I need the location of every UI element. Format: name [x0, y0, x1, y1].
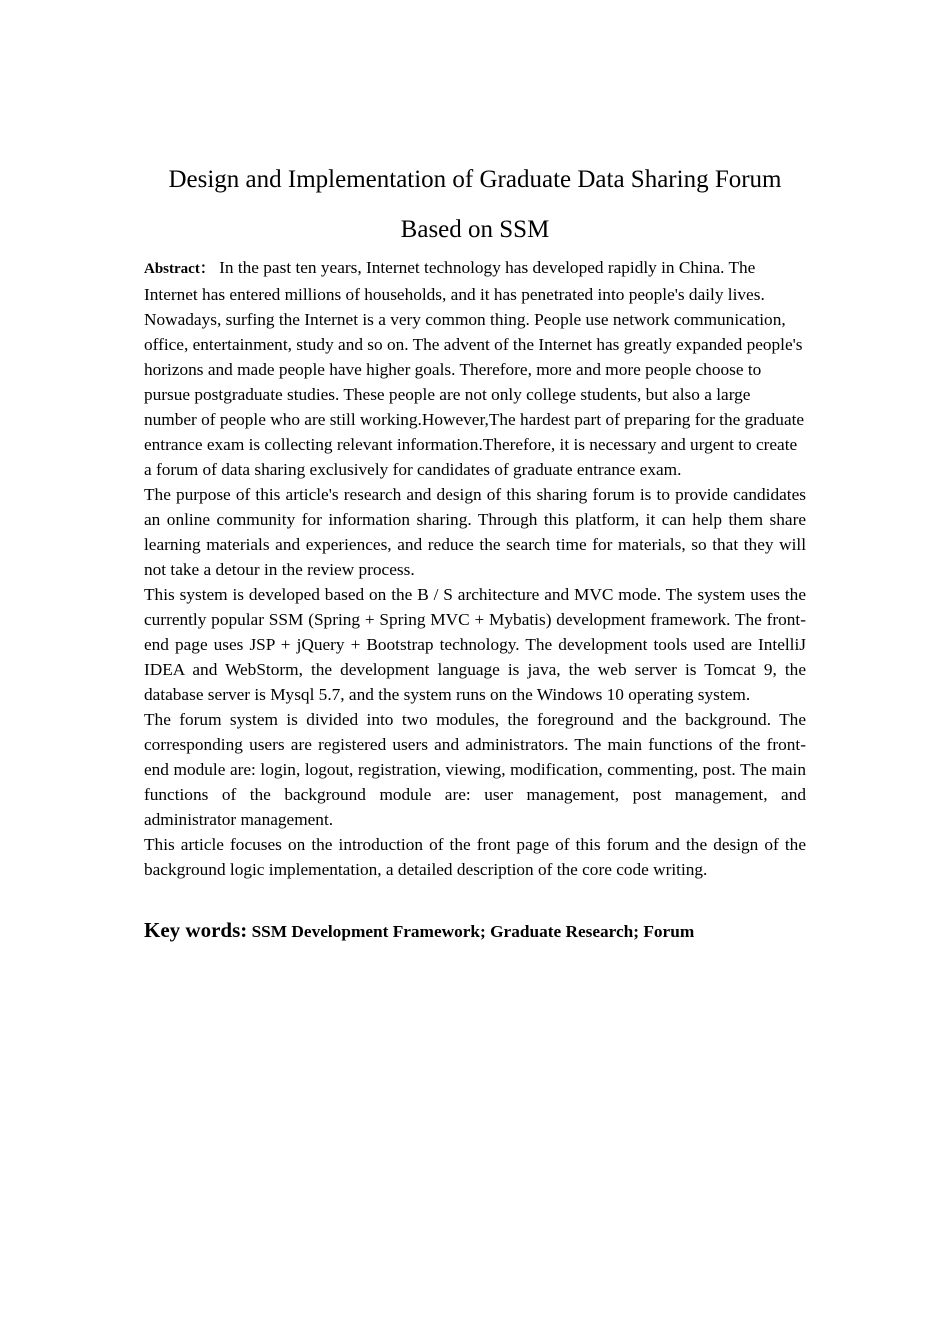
- keywords-label: Key words:: [144, 918, 248, 942]
- abstract-paragraph-5: This article focuses on the introduction of the front page of this forum and the design of the background logic implementation, a detailed description of the core code writing.: [144, 835, 806, 879]
- title-line-1: Design and Implementation of Graduate Data Sharing Forum: [168, 166, 782, 193]
- abstract-paragraph-1: [144, 255, 806, 482]
- document-title: [114, 155, 836, 255]
- abstract-paragraph-3: This system is developed based on the B / S architecture and MVC mode. The system uses the currently popular SSM (Spring + Spring MVC + Mybatis) development framework. The front-end page uses JSP + jQuery + Bootstrap technology. The development tools used are IntelliJ IDEA and WebStorm, the development language is java, the web server is Tomcat 9, the database server is Mysql 5.7, and the system runs on the Windows 10 operating system.: [144, 585, 806, 704]
- abstract-intro: In the past ten years, Internet technology has developed rapidly in China. The Internet has entered millions of households, and it has penetrated into people's daily lives. Nowadays, surfing the Internet is a very common thing. People use network communication, office, entertainment, study and so on. The advent of the Internet has greatly expanded people's horizons and made people have higher goals. Therefore, more and more people choose to pursue postgraduate studies. These people are not only college students, but also a large number of people who are still working.However,The hardest part of preparing for the graduate entrance exam is collecting relevant information.Therefore, it is necessary and urgent to create a forum of data sharing exclusively for candidates of graduate entrance exam.: [144, 258, 805, 479]
- abstract-paragraph-2: The purpose of this article's research and design of this sharing forum is to provide candidates an online community for information sharing. Through this platform, it can help them share learning materials and experiences, and reduce the search time for materials, so that they will not take a detour in the review process.: [144, 485, 806, 579]
- keywords-text: SSM Development Framework; Graduate Research; Forum: [247, 922, 695, 941]
- abstract-section: [144, 255, 806, 882]
- document-page: [144, 155, 806, 944]
- title-line-2: Based on SSM: [400, 216, 550, 243]
- abstract-label: Abstract：: [144, 261, 215, 277]
- keywords-section: [144, 918, 806, 944]
- abstract-paragraph-4: The forum system is divided into two modules, the foreground and the background. The corresponding users are registered users and administrators. The main functions of the front-end module are: login, logout, registration, viewing, modification, commenting, post. The main functions of the background module are: user management, post management, and administrator management.: [144, 710, 806, 829]
